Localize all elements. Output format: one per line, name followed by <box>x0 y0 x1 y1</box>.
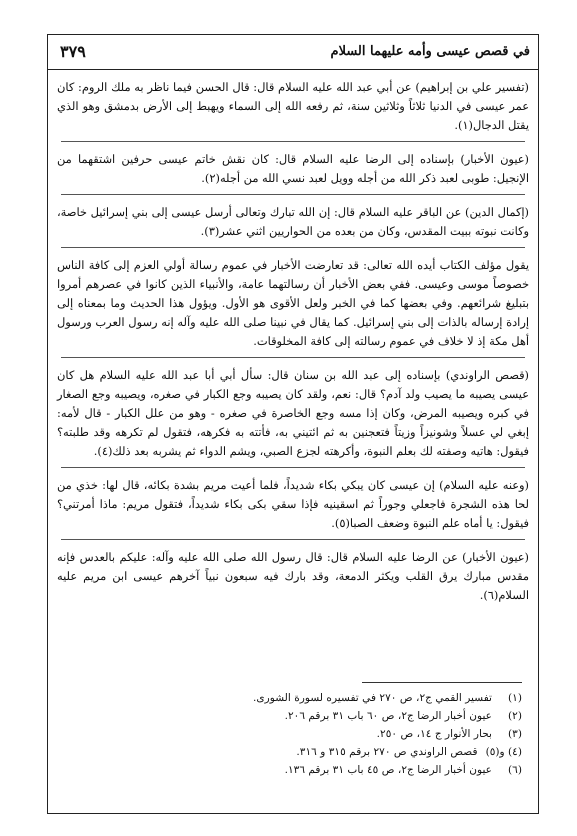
paragraph: (وعنه عليه السلام) إن عيسى كان يبكي بكاء شديداً، فلما أعيت مريم بشدة بكائه، قال لها: خذي من لحا هذه الشجرة فاجعلي وجوراً ثم اسقينيه فإذا سقي بكى بكاء شديداً، فتقول مريم: ماذا أمرتني؟ فيقول: يا أماه علم النبوة وضعف الصبا(٥). <box>57 478 529 530</box>
footnote <box>57 707 522 725</box>
footnote-text: عيون أخبار الرضا ج٢، ص ٤٥ باب ٣١ برقم ١٣٦. <box>284 764 492 776</box>
footnote-text: بحار الأنوار ج ١٤، ص ٢٥٠. <box>376 728 492 740</box>
page-number: ٣٧٩ <box>60 42 86 61</box>
paragraph: (تفسير علي بن إبراهيم) عن أبي عبد الله عليه السلام قال: قال الحسن فيما ناظر به ملك الروم: كان عمر عيسى في الدنيا ثلاثاً وثلاثين سنة، ثم رفعه الله إلى السماء ويهبط إلى الأرض بدمشق وهو الذي يقتل الدجال(١). <box>57 80 529 132</box>
paragraph: (عيون الأخبار) بإسناده إلى الرضا عليه السلام قال: كان نقش خاتم عيسى حرفين اشتقهما من الإنجيل: طوبى لعبد ذكر الله من أجله وويل لعبد نسي الله من أجله(٢). <box>57 152 529 185</box>
divider <box>61 194 525 195</box>
footnote-text: عيون أخبار الرضا ج٢، ص ٦٠ باب ٣١ برقم ٢٠٦. <box>284 710 492 722</box>
footnotes <box>57 682 522 779</box>
paragraph: (عيون الأخبار) عن الرضا عليه السلام قال: قال رسول الله صلى الله عليه وآله: عليكم بالعدس فإنه مقدس مبارك يرق القلب ويكثر الدمعة، وقد بارك فيه سبعون نبياً آخرهم عيسى ابن مريم عليه السلام(٦). <box>57 550 529 602</box>
main-text <box>57 78 529 605</box>
footnote-number: (٣) <box>508 728 522 740</box>
divider <box>61 357 525 358</box>
footnote <box>57 761 522 779</box>
paragraph: (قصص الراوندي) بإسناده إلى عبد الله بن سنان قال: سأل أبي أبا عبد الله عليه السلام هل كان عيسى يصيبه ما يصيب ولد آدم؟ قال: نعم، ولقد كان يصيبه وجع الكبار في صغره، ويصيبه وجع الصغار في كبره ويصيبه المرض، وكان إذا مسه وجع الخاصرة في صغره - وهو من علل الكبار - قال لأمه: إبغي لي عسلاً وشونيزاً وزيتاً فتعجنين به ثم ائتيني به، فأتته به فكرهه، فتقول لم تكرهه وقد طلبته؟ فيقول: هاتيه وصفته لك بعلم النبوة، وأكرهته لجزع الصبي، ويشم الدواء ثم يشربه بعد ذلك(٤). <box>57 368 529 458</box>
footnote-text: قصص الراوندي ص ٢٧٠ برقم ٣١٥ و ٣١٦. <box>296 746 478 758</box>
footnote-number: (٤) و(٥) <box>485 746 522 758</box>
divider <box>61 467 525 468</box>
footnote <box>57 689 522 707</box>
divider <box>61 539 525 540</box>
footnote-number: (١) <box>508 692 522 704</box>
running-title: في قصص عيسى وأمه عليهما السلام <box>330 44 530 59</box>
divider <box>61 141 525 142</box>
footnote-number: (٢) <box>508 710 522 722</box>
paragraph: (إكمال الدين) عن الباقر عليه السلام قال: إن الله تبارك وتعالى أرسل عيسى إلى بني إسرائيل خاصة، وكانت نبوته ببيت المقدس، وكان من بعده من الحواريين اثني عشر(٣). <box>57 205 529 238</box>
paragraph: يقول مؤلف الكتاب أيده الله تعالى: قد تعارضت الأخبار في عموم رسالة أولي العزم إلى كافة الناس خصوصاً موسى وعيسى. ففي بعض الأخبار أن رسالتهما عامة، والأنبياء الذين كانوا في عصرهم أمروا بتبليغ شرائعهم. وفي بعضها كما في الخبر ولعل الأقوى هو الأول. ويؤول هذا الحديث وما بمعناه إلى إرادة إرساله بالذات إلى بني إسرائيل. كما يقال في نبينا صلى الله عليه وآله إنه رسول العرب ورسول أهل مكة إذ لا خلاف في عموم رسالته إلى كافة المخلوقات. <box>57 258 529 348</box>
page-header <box>48 35 538 70</box>
footnote-text: تفسير القمي ج٢، ص ٢٧٠ في تفسيره لسورة الشورى. <box>252 692 492 704</box>
footnote-divider <box>362 682 522 683</box>
footnote <box>57 725 522 743</box>
divider <box>61 247 525 248</box>
footnote <box>57 743 522 761</box>
footnote-number: (٦) <box>508 764 522 776</box>
